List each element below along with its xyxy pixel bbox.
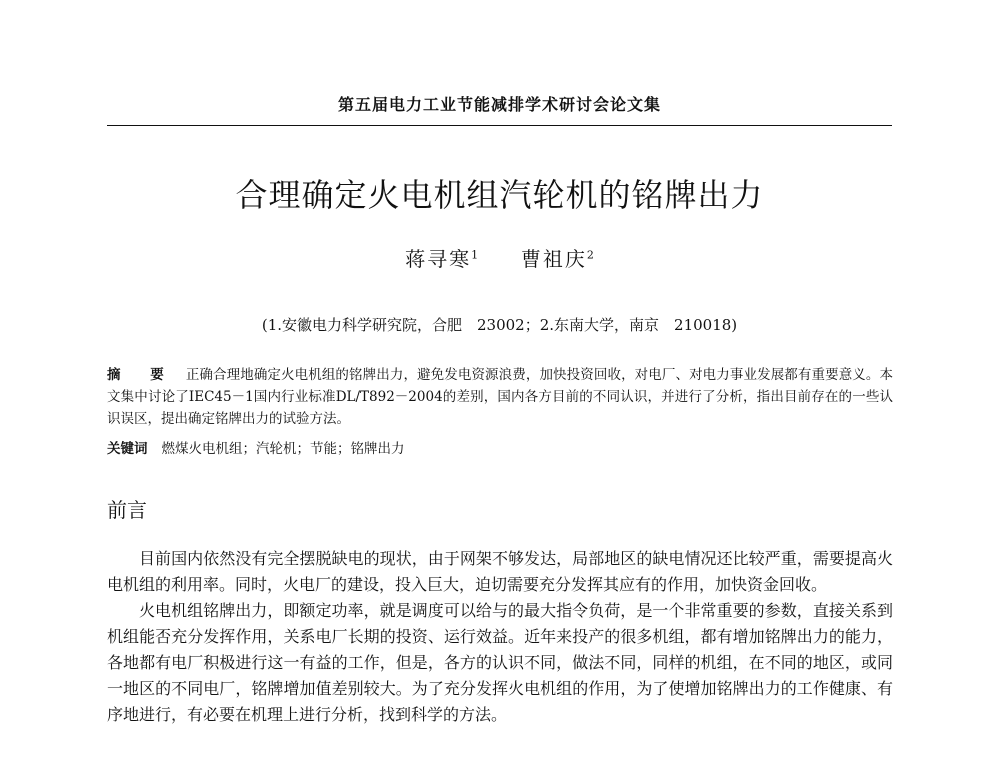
paper-title: 合理确定火电机组汽轮机的铭牌出力 — [235, 176, 764, 214]
body-text — [107, 546, 893, 728]
author-name: 蒋寻寒 — [405, 247, 472, 271]
author-name: 曹祖庆 — [520, 247, 587, 271]
running-head: 第五届电力工业节能减排学术研讨会论文集 — [337, 95, 661, 114]
keywords — [107, 438, 893, 460]
author-affiliation-mark: 1 — [471, 248, 479, 262]
author-affiliation-mark: 2 — [586, 248, 594, 262]
authors — [107, 243, 892, 272]
abstract-text: 正确合理地确定火电机组的铭牌出力，避免发电资源浪费，加快投资回收，对电厂、对电力事业发展都有重要意义。本文集中讨论了IEC45－1国内行业标准DL/T892－2004的差别，国内各方目前的不同认识，并进行了分析，指出目前存在的一些认识误区，提出确定铭牌出力的试验方法。 — [107, 367, 894, 427]
header-rule — [107, 125, 892, 126]
abstract — [107, 364, 893, 430]
keywords-label: 关键词 — [107, 441, 148, 457]
abstract-label: 摘 要 — [107, 367, 172, 383]
paragraph: 目前国内依然没有完全摆脱缺电的现状，由于网架不够发达，局部地区的缺电情况还比较严重，需要提高火电机组的利用率。同时，火电厂的建设，投入巨大，迫切需要充分发挥其应有的作用，加快资金回收。 — [107, 549, 893, 594]
keywords-text: 燃煤火电机组；汽轮机；节能；铭牌出力 — [161, 441, 405, 457]
affiliations: (1.安徽电力科学研究院，合肥 23002；2.东南大学，南京 210018) — [261, 316, 738, 334]
section-heading: 前言 — [107, 498, 147, 522]
paragraph: 火电机组铭牌出力，即额定功率，就是调度可以给与的最大指令负荷，是一个非常重要的参数，直接关系到机组能否充分发挥作用，关系电厂长期的投资、运行效益。近年来投产的很多机组，都有增加铭牌出力的能力，各地都有电厂积极进行这一有益的工作，但是，各方的认识不同，做法不同，同样的机组，在不同的地区，或同一地区的不同电厂，铭牌增加值差别较大。为了充分发挥火电机组的作用，为了使增加铭牌出力的工作健康、有序地进行，有必要在机理上进行分析，找到科学的方法。 — [107, 601, 893, 724]
